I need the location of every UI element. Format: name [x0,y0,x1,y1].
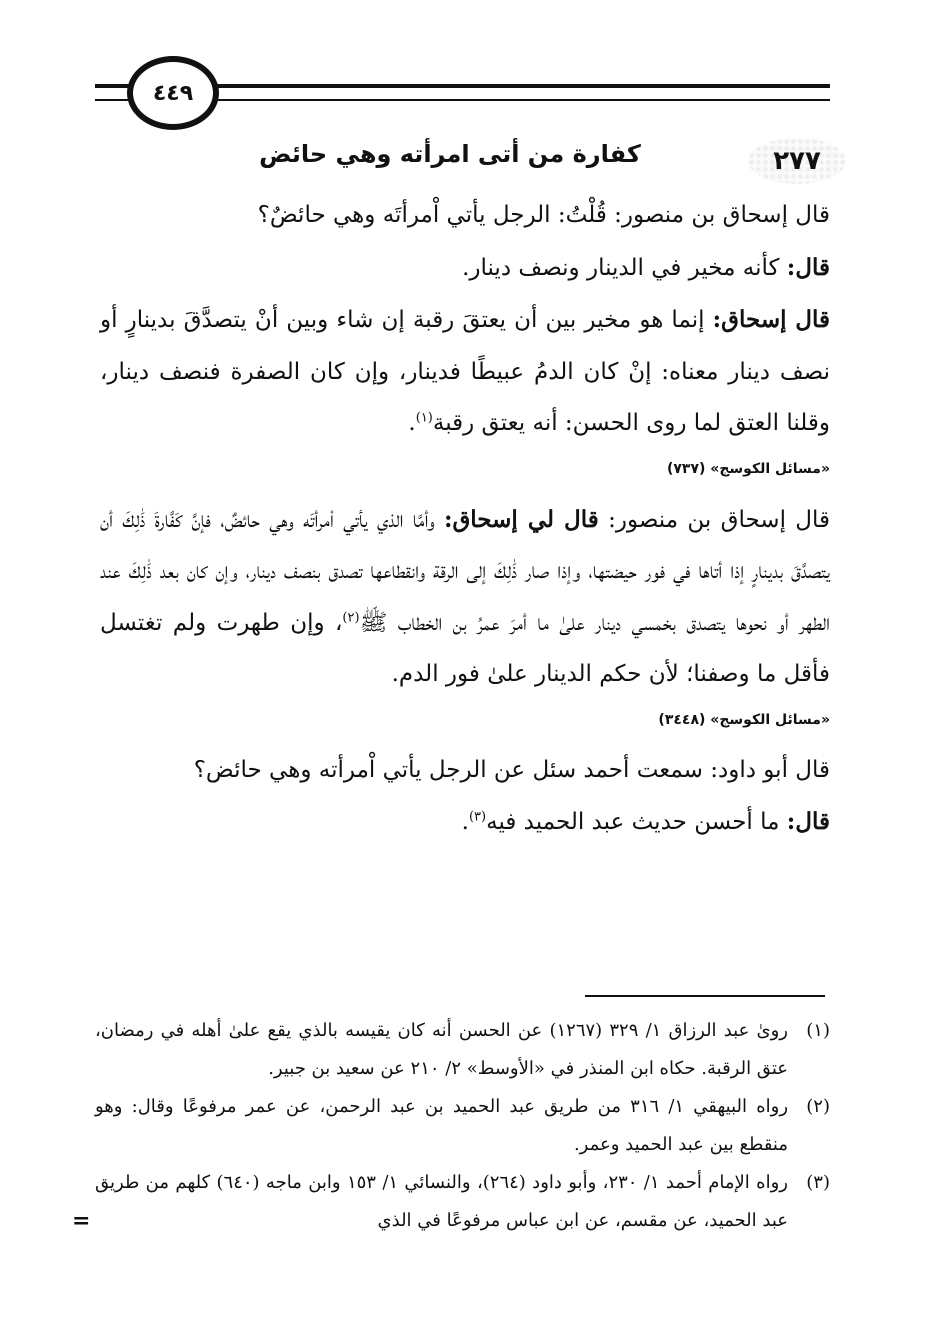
source-citation: «مسائل الكوسج» (٧٣٧) [666,460,830,477]
footnote-number: (٢) [806,1096,830,1117]
source-citation: «مسائل الكوسج» (٣٤٤٨) [658,711,830,728]
footnote-ref: (٢) [342,609,360,625]
footnote-text: رویٰ عبد الرزاق ١/ ٣٢٩ (١٢٦٧) عن الحسن أنه كان يقيسه بالذي يقع علىٰ أهله في رمضان، عتق الرقبة. حكاه ابن المنذر في «الأوسط» ٢/ ٢١٠ عن سعيد بن جبير. [95,1020,788,1079]
paragraph [100,294,830,450]
paragraph-text: قال أبو داود: سمعت أحمد سئل عن الرجل يأتي اْمرأته وهي حائض؟ [193,756,830,783]
footnote-text: رواه الإمام أحمد ١/ ٢٣٠، وأبو داود (٢٦٤)، والنسائي ١/ ١٥٣ وابن ماجه (٦٤٠) كلهم من طريق عبد الحميد، عن مقسم، عن ابن عباس مرفوعًا في الذي [95,1172,788,1231]
footnote-number: (٣) [806,1172,830,1193]
paragraph-text: إنما هو مخير بين أن يعتقَ رقبة إن شاء وبين أنْ يتصدَّقَ بدينارٍ أو نصف دينار معناه: إنْ كان الدمُ عبيطًا فدينار، وإن كان الصفرة فنصف دينار، وقلنا العتق لما روى الحسن: أنه يعتق رقبة [100,307,830,436]
footnote-ref: (١) [415,410,433,426]
paragraph-text: وأمَّا الذي يأتي اْمرأتَه وهي حائضٌ، فإنَّ كَفَّارةَ ذَٰلِكَ أن يتصدَّقَ بدينارٍ إذا أتاها في فور حيضتها، وإذا صار ذَٰلِكَ إلى الرقة وانقطاعها تصدق بنصف دينار، وإن كان بعد ذَٰلِكَ عند الطهر أو نحوها يتصدق بخمسي دينار علىٰ ما أمرَ عمرُ بن الخطاب [100,506,830,636]
paragraph-lead: قال إسحاق بن منصور: [598,506,830,533]
paragraph-end: . [461,809,469,835]
section-title: كفارة من أتى امرأته وهي حائض [259,140,641,168]
paragraph [100,242,830,295]
footnote-text: رواه البيهقي ١/ ٣١٦ من طريق عبد الحميد بن عبد الرحمن، عن عمر مرفوعًا وقال: وهو منقطع بين عبد الحميد وعمر. [95,1096,789,1155]
paragraph [100,494,830,701]
honorific-glyph: ﷺ [359,609,388,636]
footnote-ref: (٣) [468,809,487,825]
paragraph [100,745,830,797]
paragraph-text: قال إسحاق بن منصور: قُلْتُ: الرجل يأتي اْمرأتَه وهي حائضٌ؟ [257,202,830,228]
footnotes [95,1012,830,1240]
main-text [100,190,830,849]
page-header [95,52,830,128]
section-number-ornament [748,138,846,184]
paragraph-end: . [408,410,416,436]
paragraph-text: ، وإن طهرت ولم تغتسل فأقل ما وصفنا؛ لأن حكم الدينار علىٰ فور الدم. [100,609,830,687]
speaker-label: قال إسحاق: [712,306,830,333]
footnote [95,1088,830,1164]
section-number: ٢٧٧ [773,146,821,176]
speaker-label: قال: [786,253,830,281]
footnote [95,1012,830,1088]
paragraph-text: ما أحسن حديث عبد الحميد فيه [486,809,787,835]
page-number-badge [127,56,219,130]
paragraph [100,190,830,242]
page-number: ٤٤٩ [152,80,194,106]
paragraph [100,796,830,849]
footnote [95,1164,830,1240]
continuation-mark: = [72,1208,91,1234]
footnote-separator [585,995,825,997]
footnote-number: (١) [806,1020,830,1041]
paragraph-text: كأنه مخير في الدينار ونصف دينار. [462,254,787,281]
speaker-label: قال: [786,808,830,835]
speaker-label: قال لي إسحاق: [443,505,599,533]
